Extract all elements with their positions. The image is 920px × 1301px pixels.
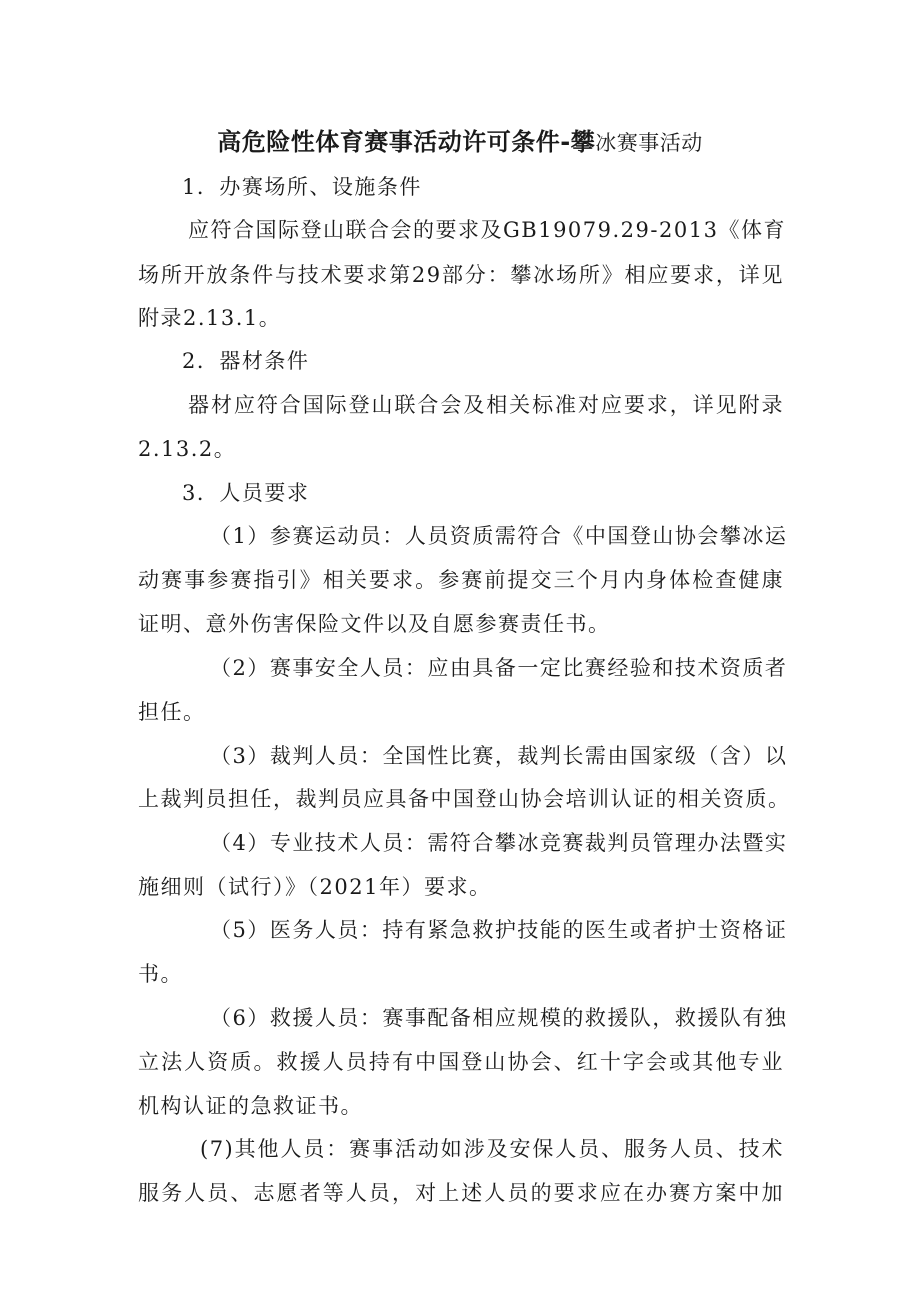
paragraph-line: （5）医务人员：持有紧急救护技能的医生或者护士资格证	[210, 918, 788, 942]
paragraph-line: （3）裁判人员：全国性比赛，裁判长需由国家级（含）以	[210, 744, 788, 768]
document-title	[0, 124, 920, 161]
paragraph-line: 附录2.13.1。	[138, 306, 282, 330]
paragraph-line: 2.13.2。	[138, 437, 237, 461]
paragraph-line: （6）救援人员：赛事配备相应规模的救援队，救援队有独	[210, 1006, 788, 1030]
section-heading-personnel: 3．人员要求	[182, 481, 310, 505]
paragraph-line: 证明、意外伤害保险文件以及自愿参赛责任书。	[138, 612, 611, 636]
paragraph-line: 机构认证的急救证书。	[138, 1094, 363, 1118]
paragraph-line: 应符合国际登山联合会的要求及GB19079.29-2013《体育	[188, 218, 786, 242]
paragraph-line: 施细则（试行）》（2021年）要求。	[138, 875, 492, 899]
paragraph-line: 器材应符合国际登山联合会及相关标准对应要求，详见附录	[188, 393, 784, 417]
paragraph-line: （4）专业技术人员：需符合攀冰竞赛裁判员管理办法暨实	[210, 831, 788, 855]
paragraph-line: （1）参赛运动员：人员资质需符合《中国登山协会攀冰运	[210, 524, 788, 548]
paragraph-line: 场所开放条件与技术要求第29部分：攀冰场所》相应要求，详见	[138, 263, 784, 287]
paragraph-line: 上裁判员担任，裁判员应具备中国登山协会培训认证的相关资质。	[138, 787, 791, 811]
paragraph-line: 服务人员、志愿者等人员，对上述人员的要求应在办赛方案中加	[138, 1181, 784, 1205]
paragraph-line: 担任。	[138, 700, 206, 724]
title-main: 高危险性体育赛事活动许可条件-攀	[217, 128, 596, 156]
section-heading-venue: 1．办赛场所、设施条件	[182, 175, 422, 199]
paragraph-line: (7)其他人员：赛事活动如涉及安保人员、服务人员、技术	[200, 1137, 784, 1161]
paragraph-line: 书。	[138, 962, 183, 986]
section-heading-equipment: 2．器材条件	[182, 349, 310, 373]
paragraph-line: （2）赛事安全人员：应由具备一定比赛经验和技术资质者	[210, 656, 788, 680]
paragraph-line: 动赛事参赛指引》相关要求。参赛前提交三个月内身体检查健康	[138, 568, 784, 592]
title-tail: 冰赛事活动	[595, 131, 703, 155]
paragraph-line: 立法人资质。救援人员持有中国登山协会、红十字会或其他专业	[138, 1050, 784, 1074]
